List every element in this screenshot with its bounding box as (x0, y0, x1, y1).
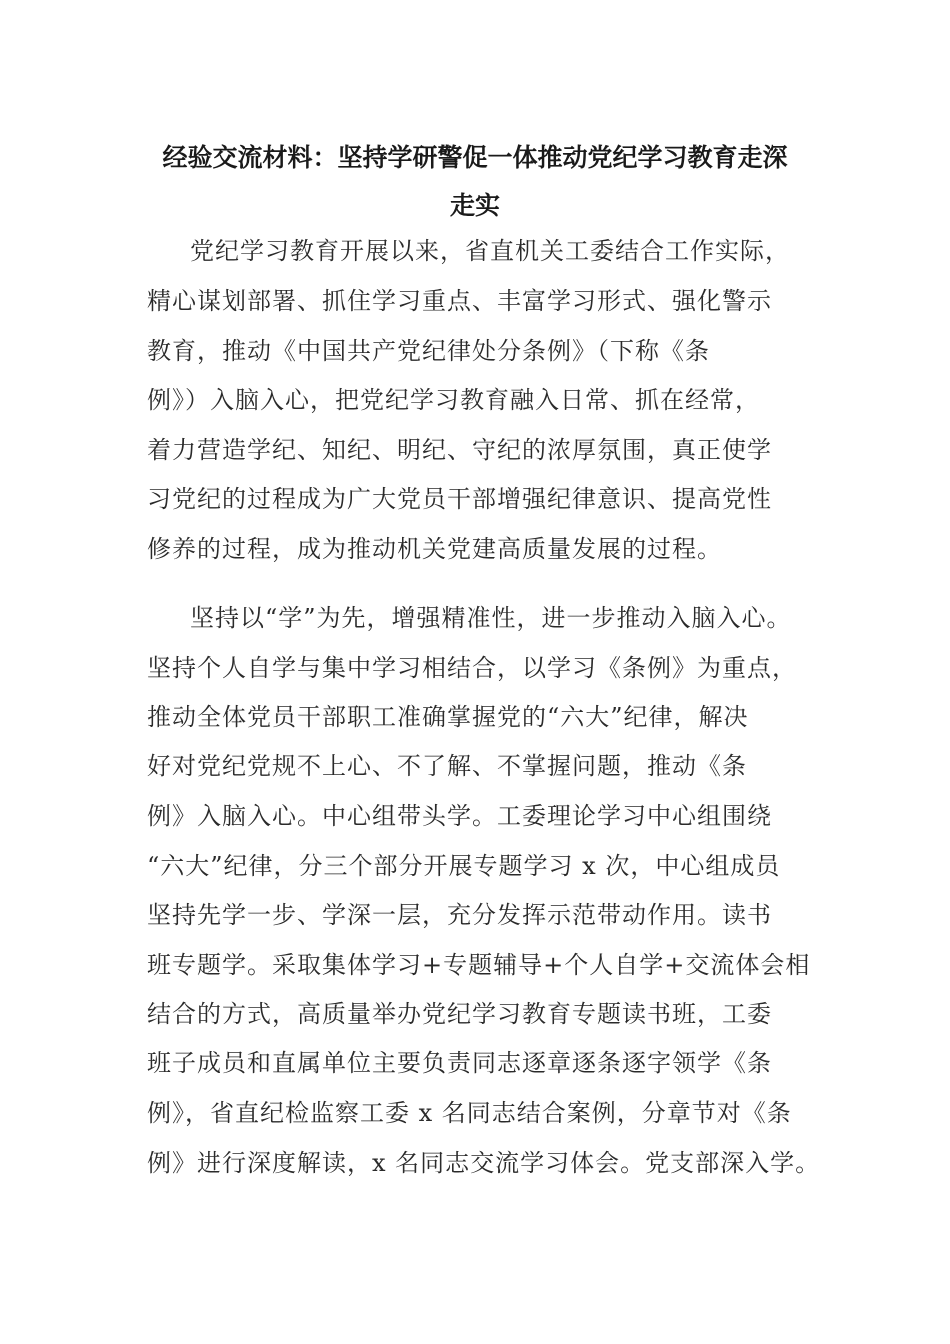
paragraph-line: 坚持先学一步、学深一层，充分发挥示范带动作用。读书 (147, 901, 772, 929)
paragraph-line: 班专题学。采取集体学习+专题辅导+个人自学+交流体会相 (147, 951, 811, 979)
paragraph-line: “六大”纪律，分三个部分开展专题学习 x 次，中心组成员 (147, 852, 781, 880)
paragraph-line: 精心谋划部署、抓住学习重点、丰富学习形式、强化警示 (147, 287, 772, 315)
paragraph-line: 好对党纪党规不上心、不了解、不掌握问题，推动《条 (147, 752, 747, 780)
paragraph-line: 结合的方式，高质量举办党纪学习教育专题读书班，工委 (147, 1000, 772, 1028)
paragraph-line: 例》入脑入心。中心组带头学。工委理论学习中心组围绕 (147, 802, 772, 830)
paragraph-line: 例》进行深度解读，x 名同志交流学习体会。党支部深入学。 (147, 1149, 821, 1177)
paragraph-line: 例》，省直纪检监察工委 x 名同志结合案例，分章节对《条 (147, 1099, 792, 1127)
paragraph-line: 坚持以“学”为先，增强精准性，进一步推动入脑入心。 (190, 604, 792, 632)
document-title-line-2: 走实 (449, 191, 500, 220)
paragraph-line: 教育，推动《中国共产党纪律处分条例》（下称《条 (147, 337, 710, 365)
paragraph-line: 修养的过程，成为推动机关党建高质量发展的过程。 (147, 535, 722, 563)
paragraph-line: 例》）入脑入心，把党纪学习教育融入日常、抓在经常， (147, 386, 760, 414)
paragraph-line: 着力营造学纪、知纪、明纪、守纪的浓厚氛围，真正使学 (147, 436, 772, 464)
paragraph-line: 推动全体党员干部职工准确掌握党的“六大”纪律，解决 (147, 703, 749, 731)
document-title-line-1: 经验交流材料：坚持学研警促一体推动党纪学习教育走深 (162, 143, 788, 172)
paragraph-line: 坚持个人自学与集中学习相结合，以学习《条例》为重点， (147, 654, 797, 682)
paragraph-line: 习党纪的过程成为广大党员干部增强纪律意识、提高党性 (147, 485, 772, 513)
paragraph-line: 党纪学习教育开展以来，省直机关工委结合工作实际， (190, 237, 790, 265)
paragraph-line: 班子成员和直属单位主要负责同志逐章逐条逐字领学《条 (147, 1049, 772, 1077)
